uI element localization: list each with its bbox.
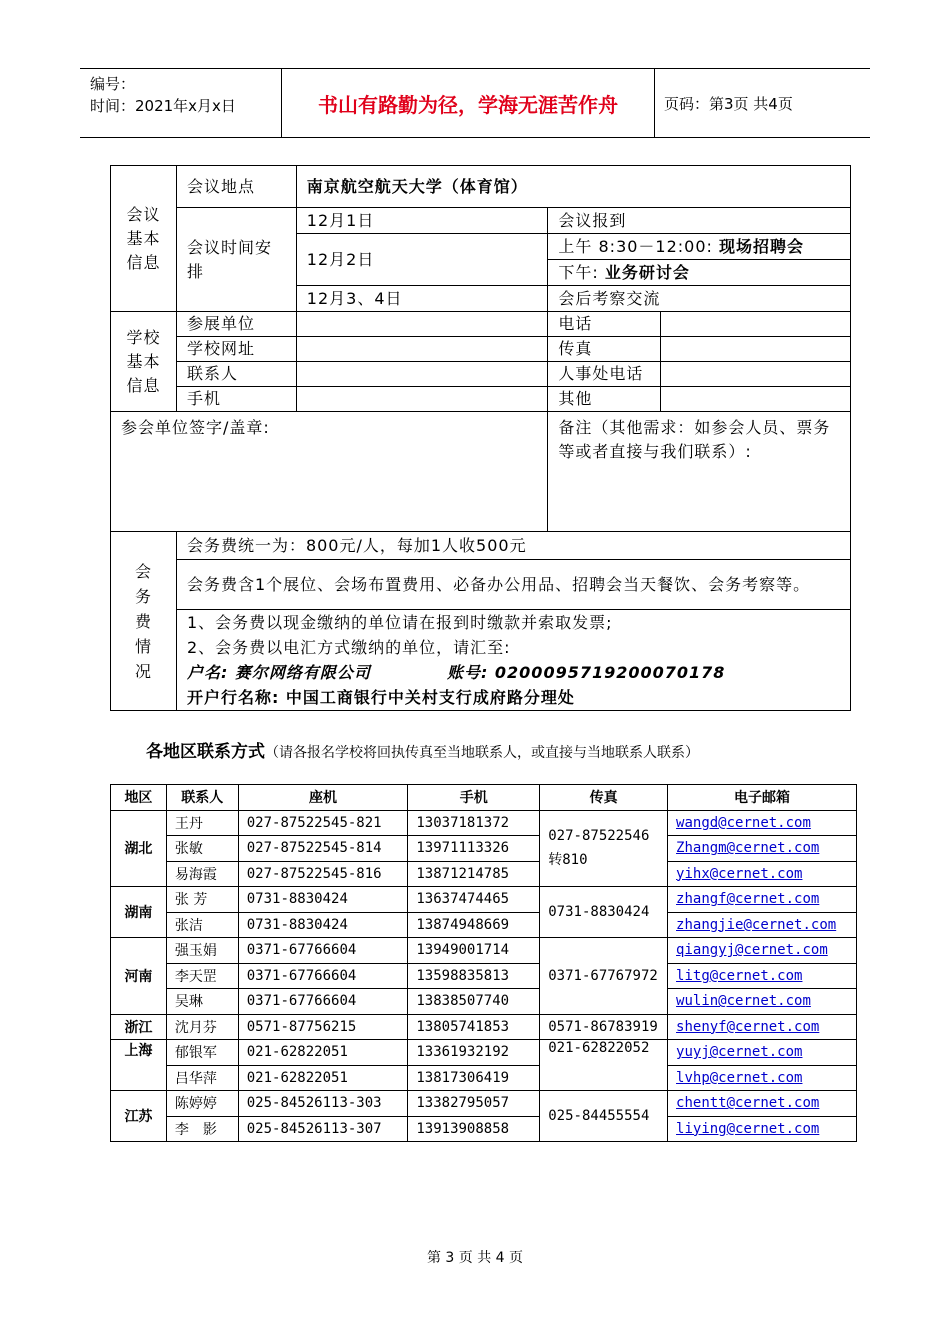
mobile-cell: 13598835813 (408, 963, 540, 989)
table-row (111, 912, 857, 938)
mobile-cell: 13805741853 (408, 1014, 540, 1040)
table-row (111, 1040, 857, 1066)
remark-area[interactable]: 备注（其他需求：如参会人员、票务等或者直接与我们联系）: (548, 412, 851, 532)
location-value: 南京航空航天大学（体育馆） (296, 166, 850, 208)
email-link[interactable]: lvhp@cernet.com (676, 1069, 803, 1086)
col-mobile: 手机 (408, 785, 540, 811)
contact-field[interactable] (296, 362, 548, 387)
tel-cell: 0571-87756215 (238, 1014, 408, 1040)
fee-line3: 1、会务费以现金缴纳的单位请在报到时缴款并索取发票; (186, 613, 613, 632)
contacts-table (110, 784, 857, 1142)
contact-name: 李天罡 (166, 963, 238, 989)
day1-event: 会议报到 (548, 208, 851, 234)
email-link[interactable]: zhangjie@cernet.com (676, 916, 837, 933)
email-link[interactable]: qiangyj@cernet.com (676, 942, 828, 959)
fee-section-title: 会务费情况 (111, 532, 177, 711)
contact-name: 强玉娟 (166, 938, 238, 964)
exhibitor-label: 参展单位 (176, 312, 296, 337)
table-row (111, 963, 857, 989)
table-row (111, 887, 857, 913)
day2: 12月2日 (296, 234, 548, 286)
mobile-cell: 13361932192 (408, 1040, 540, 1066)
email-link[interactable]: wangd@cernet.com (676, 814, 811, 831)
mobile-cell: 13637474465 (408, 887, 540, 913)
day1: 12月1日 (296, 208, 548, 234)
mobile-field[interactable] (296, 387, 548, 412)
number-label: 编号： (90, 75, 136, 93)
time-label: 时间：2021年x月x日 (90, 97, 236, 115)
schedule-label: 会议时间安排 (176, 208, 296, 312)
mobile-cell: 13817306419 (408, 1065, 540, 1091)
tel-cell: 021-62822051 (238, 1040, 408, 1066)
email-link[interactable]: wulin@cernet.com (676, 993, 811, 1010)
email-link[interactable]: yihx@cernet.com (676, 865, 803, 882)
fee-line4: 2、会务费以电汇方式缴纳的单位，请汇至: (186, 638, 511, 657)
col-fax: 传真 (540, 785, 668, 811)
day3: 12月3、4日 (296, 286, 548, 312)
fax-label: 传真 (548, 337, 661, 362)
table-row (111, 810, 857, 836)
fax-cell: 025-84455554 (540, 1091, 668, 1142)
page-header (80, 68, 870, 138)
contact-name: 张 芳 (166, 887, 238, 913)
hr-phone-label: 人事处电话 (548, 362, 661, 387)
table-row (111, 1065, 857, 1091)
location-label: 会议地点 (176, 166, 296, 208)
table-row (111, 836, 857, 862)
fax-cell: 0731-8830424 (540, 887, 668, 938)
email-link[interactable]: chentt@cernet.com (676, 1095, 820, 1112)
account-name: 户名: 赛尔网络有限公司 (186, 663, 371, 682)
mobile-cell: 13838507740 (408, 989, 540, 1015)
contact-name: 陈婷婷 (166, 1091, 238, 1117)
website-field[interactable] (296, 337, 548, 362)
website-label: 学校网址 (176, 337, 296, 362)
exhibitor-field[interactable] (296, 312, 548, 337)
email-link[interactable]: zhangf@cernet.com (676, 891, 820, 908)
email-link[interactable]: yuyj@cernet.com (676, 1044, 803, 1061)
fee-line2: 会务费含1个展位、会场布置费用、必备办公用品、招聘会当天餐饮、会务考察等。 (176, 560, 850, 610)
tel-cell: 025-84526113-303 (238, 1091, 408, 1117)
email-link[interactable]: shenyf@cernet.com (676, 1018, 820, 1035)
tel-cell: 0371-67766604 (238, 989, 408, 1015)
page-label: 页码：第3页 共4页 (664, 94, 793, 113)
mobile-cell: 13871214785 (408, 861, 540, 887)
day2-events (548, 234, 851, 286)
page-footer: 第 3 页 共 4 页 (426, 1250, 524, 1266)
school-section-title: 学校基本信息 (111, 312, 177, 412)
other-label: 其他 (548, 387, 661, 412)
fax-cell: 021-62822052 (540, 1040, 668, 1091)
region-cell: 湖北 (111, 810, 167, 887)
col-tel: 座机 (238, 785, 408, 811)
region-cell: 上海 (111, 1040, 167, 1091)
fax-cell: 027-87522546 转810 (540, 810, 668, 887)
email-link[interactable]: Zhangm@cernet.com (676, 840, 820, 857)
phone-field[interactable] (661, 312, 851, 337)
account-no: 账号: 0200095719200070178 (446, 663, 726, 682)
contact-name: 张洁 (166, 912, 238, 938)
table-row (111, 1116, 857, 1142)
phone-label: 电话 (548, 312, 661, 337)
tel-cell: 021-62822051 (238, 1065, 408, 1091)
fee-payment (176, 610, 850, 711)
contact-name: 郁银军 (166, 1040, 238, 1066)
motto: 书山有路勤为径，学海无涯苦作舟 (282, 69, 655, 137)
fax-cell: 0371-67767972 (540, 938, 668, 1015)
tel-cell: 0731-8830424 (238, 912, 408, 938)
contact-name: 沈月芬 (166, 1014, 238, 1040)
mobile-cell: 13949001714 (408, 938, 540, 964)
fee-line1: 会务费统一为：800元/人，每加1人收500元 (176, 532, 850, 560)
col-email: 电子邮箱 (668, 785, 857, 811)
registration-form (110, 165, 851, 711)
col-region: 地区 (111, 785, 167, 811)
mobile-label: 手机 (176, 387, 296, 412)
contact-label: 联系人 (176, 362, 296, 387)
tel-cell: 027-87522545-816 (238, 861, 408, 887)
contact-name: 王丹 (166, 810, 238, 836)
contact-name: 易海霞 (166, 861, 238, 887)
contacts-header-row (111, 785, 857, 811)
day2-morning: 上午 8:30－12:00: 现场招聘会 (548, 234, 850, 260)
region-cell: 河南 (111, 938, 167, 1015)
mobile-cell: 13971113326 (408, 836, 540, 862)
meeting-section-title: 会议基本信息 (111, 166, 177, 312)
email-link[interactable]: liying@cernet.com (676, 1120, 820, 1137)
region-cell: 湖南 (111, 887, 167, 938)
bank-name: 开户行名称: 中国工商银行中关村支行成府路分理处 (186, 688, 575, 707)
other-field[interactable] (661, 387, 851, 412)
fax-cell: 0571-86783919 (540, 1014, 668, 1040)
regions-title: 各地区联系方式（请各报名学校将回执传真至当地联系人，或直接与当地联系人联系） (146, 742, 699, 762)
tel-cell: 027-87522545-821 (238, 810, 408, 836)
account-row (187, 660, 840, 685)
table-row (111, 938, 857, 964)
day3-event: 会后考察交流 (548, 286, 851, 312)
col-contact: 联系人 (166, 785, 238, 811)
tel-cell: 0731-8830424 (238, 887, 408, 913)
fax-field[interactable] (661, 337, 851, 362)
region-cell: 江苏 (111, 1091, 167, 1142)
contact-name: 吴琳 (166, 989, 238, 1015)
regions-note: （请各报名学校将回执传真至当地联系人，或直接与当地联系人联系） (265, 745, 699, 761)
mobile-cell: 13037181372 (408, 810, 540, 836)
table-row (111, 1091, 857, 1117)
region-cell: 浙江 (111, 1014, 167, 1040)
mobile-cell: 13913908858 (408, 1116, 540, 1142)
mobile-cell: 13874948669 (408, 912, 540, 938)
tel-cell: 0371-67766604 (238, 938, 408, 964)
mobile-cell: 13382795057 (408, 1091, 540, 1117)
day2-afternoon: 下午: 业务研讨会 (558, 263, 690, 282)
hr-phone-field[interactable] (661, 362, 851, 387)
tel-cell: 0371-67766604 (238, 963, 408, 989)
table-row (111, 1014, 857, 1040)
tel-cell: 025-84526113-307 (238, 1116, 408, 1142)
email-link[interactable]: litg@cernet.com (676, 967, 803, 984)
contact-name: 张敏 (166, 836, 238, 862)
signature-area[interactable]: 参会单位签字/盖章: (111, 412, 548, 532)
table-row (111, 989, 857, 1015)
tel-cell: 027-87522545-814 (238, 836, 408, 862)
contact-name: 李 影 (166, 1116, 238, 1142)
table-row (111, 861, 857, 887)
contact-name: 吕华萍 (166, 1065, 238, 1091)
header-meta (80, 69, 282, 137)
